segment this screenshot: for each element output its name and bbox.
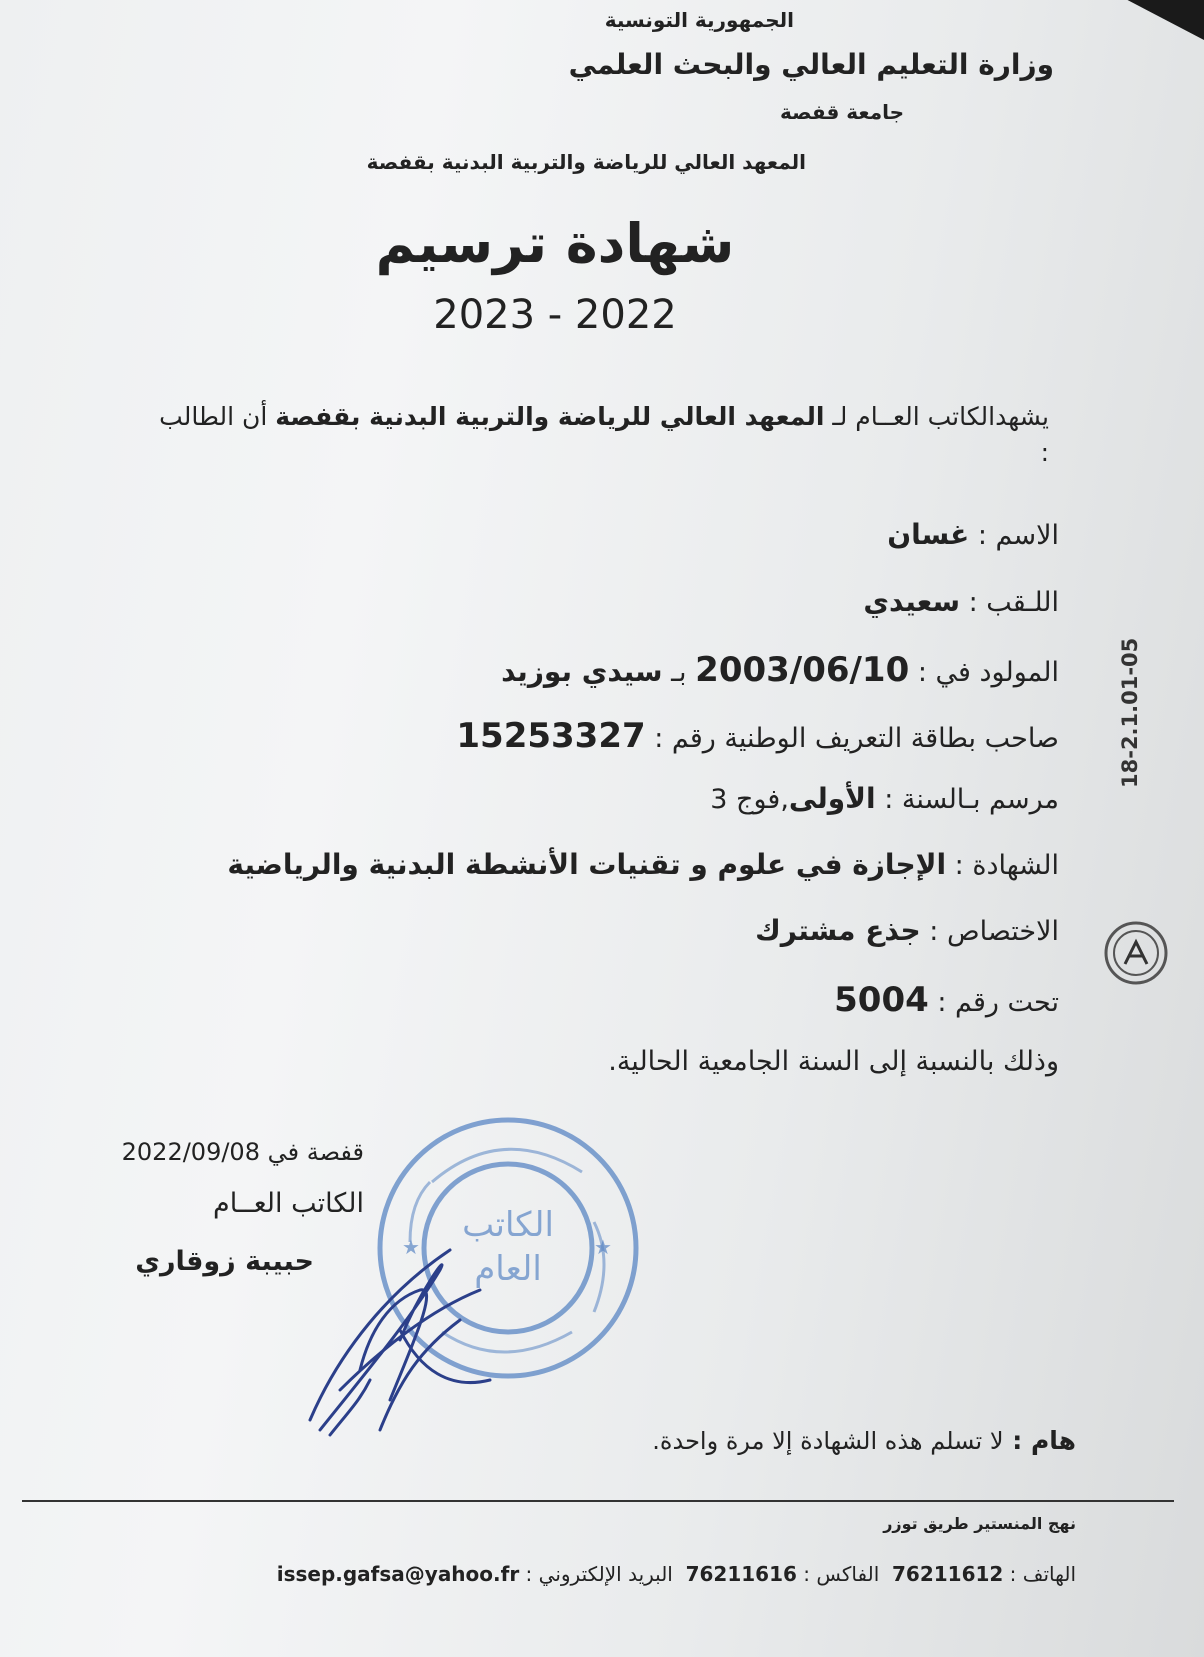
svg-text:★: ★ [402, 1235, 420, 1259]
important-text: لا تسلم هذه الشهادة إلا مرة واحدة. [652, 1427, 1004, 1455]
degree-label: الشهادة : [946, 850, 1059, 881]
intro-institute: المعهد العالي للرياضة والتربية البدنية بقفصة [275, 402, 825, 431]
id-label: صاحب بطاقة التعريف الوطنية رقم : [645, 723, 1059, 754]
footer-divider [22, 1500, 1174, 1502]
footer-contact [277, 1562, 1076, 1586]
degree-value: الإجازة في علوم و تقنيات الأنشطة البدنية والرياضية [227, 848, 947, 881]
closing-note: وذلك بالنسبة إلى السنة الجامعية الحالية. [608, 1046, 1059, 1077]
important-notice [652, 1426, 1076, 1455]
spec-label: الاختصاص : [920, 916, 1059, 947]
birth-sep: بـ [662, 657, 696, 688]
id-value: 15253327 [456, 716, 646, 756]
stamp-center-top: الكاتب [462, 1205, 554, 1245]
birth-date: 2003/06/10 [695, 650, 910, 690]
email-address: issep.gafsa@yahoo.fr [276, 1562, 520, 1586]
photo-corner-shadow [1114, 0, 1204, 40]
fax-label: الفاكس : [796, 1562, 880, 1586]
phone-number: 76211612 [891, 1562, 1004, 1586]
field-degree [227, 848, 1059, 881]
document-title: شهادة ترسيم [375, 212, 735, 275]
header-republic: الجمهورية التونسية [604, 8, 794, 32]
svg-text:★: ★ [594, 1235, 612, 1259]
intro-line [159, 402, 1049, 431]
field-birth [501, 650, 1059, 690]
phone-label: الهاتف : [1003, 1562, 1076, 1586]
birth-place: سيدي بوزيد [501, 655, 663, 688]
signature-place-date [122, 1138, 364, 1166]
surname-label: اللـقب : [959, 587, 1059, 618]
name-value: غسان [887, 518, 970, 551]
name-label: الاسم : [969, 520, 1059, 551]
group-value: 3 [710, 784, 728, 815]
level-value: الأولى [788, 782, 876, 815]
intro-colon: : [1040, 438, 1049, 467]
academic-year: 2023 - 2022 [433, 292, 677, 338]
intro-text-after: أن الطالب [159, 402, 276, 431]
field-specialty [755, 914, 1059, 947]
field-name [887, 518, 1059, 551]
intro-text-before: يشهدالكاتب العــام لـ [824, 402, 1049, 431]
footer-address: نهج المنستير طريق توزر [883, 1514, 1076, 1533]
email-label: البريد الإلكتروني : [519, 1562, 673, 1586]
fax-number: 76211616 [685, 1562, 797, 1586]
group-label: ,فوج [727, 784, 789, 815]
reg-label: تحت رقم : [928, 987, 1059, 1018]
header-institute: المعهد العالي للرياضة والتربية البدنية بقفصة [366, 150, 806, 174]
secretary-name: حبيبة زوقاري [135, 1246, 314, 1277]
field-level [710, 782, 1059, 815]
institute-logo [1103, 920, 1169, 986]
spec-value: جذع مشترك [755, 914, 921, 947]
place-label: قفصة في [259, 1138, 364, 1166]
secretary-title: الكاتب العــام [213, 1188, 364, 1219]
important-label: هام : [1003, 1426, 1076, 1455]
surname-value: سعيدي [863, 585, 960, 618]
stamp-center-bottom: العام [474, 1249, 542, 1289]
field-registration-number [834, 980, 1059, 1020]
level-label: مرسم بـالسنة : [875, 784, 1059, 815]
field-national-id [456, 716, 1059, 756]
birth-label: المولود في : [909, 657, 1059, 688]
handwritten-signature [300, 1230, 540, 1460]
reg-value: 5004 [834, 980, 929, 1020]
header-university: جامعة قفصة [779, 100, 904, 124]
document-reference: 18-2.1.01-05 [1118, 637, 1142, 788]
signature-date: 2022/09/08 [121, 1138, 260, 1166]
header-ministry: وزارة التعليم العالي والبحث العلمي [568, 48, 1054, 81]
field-surname [863, 585, 1059, 618]
